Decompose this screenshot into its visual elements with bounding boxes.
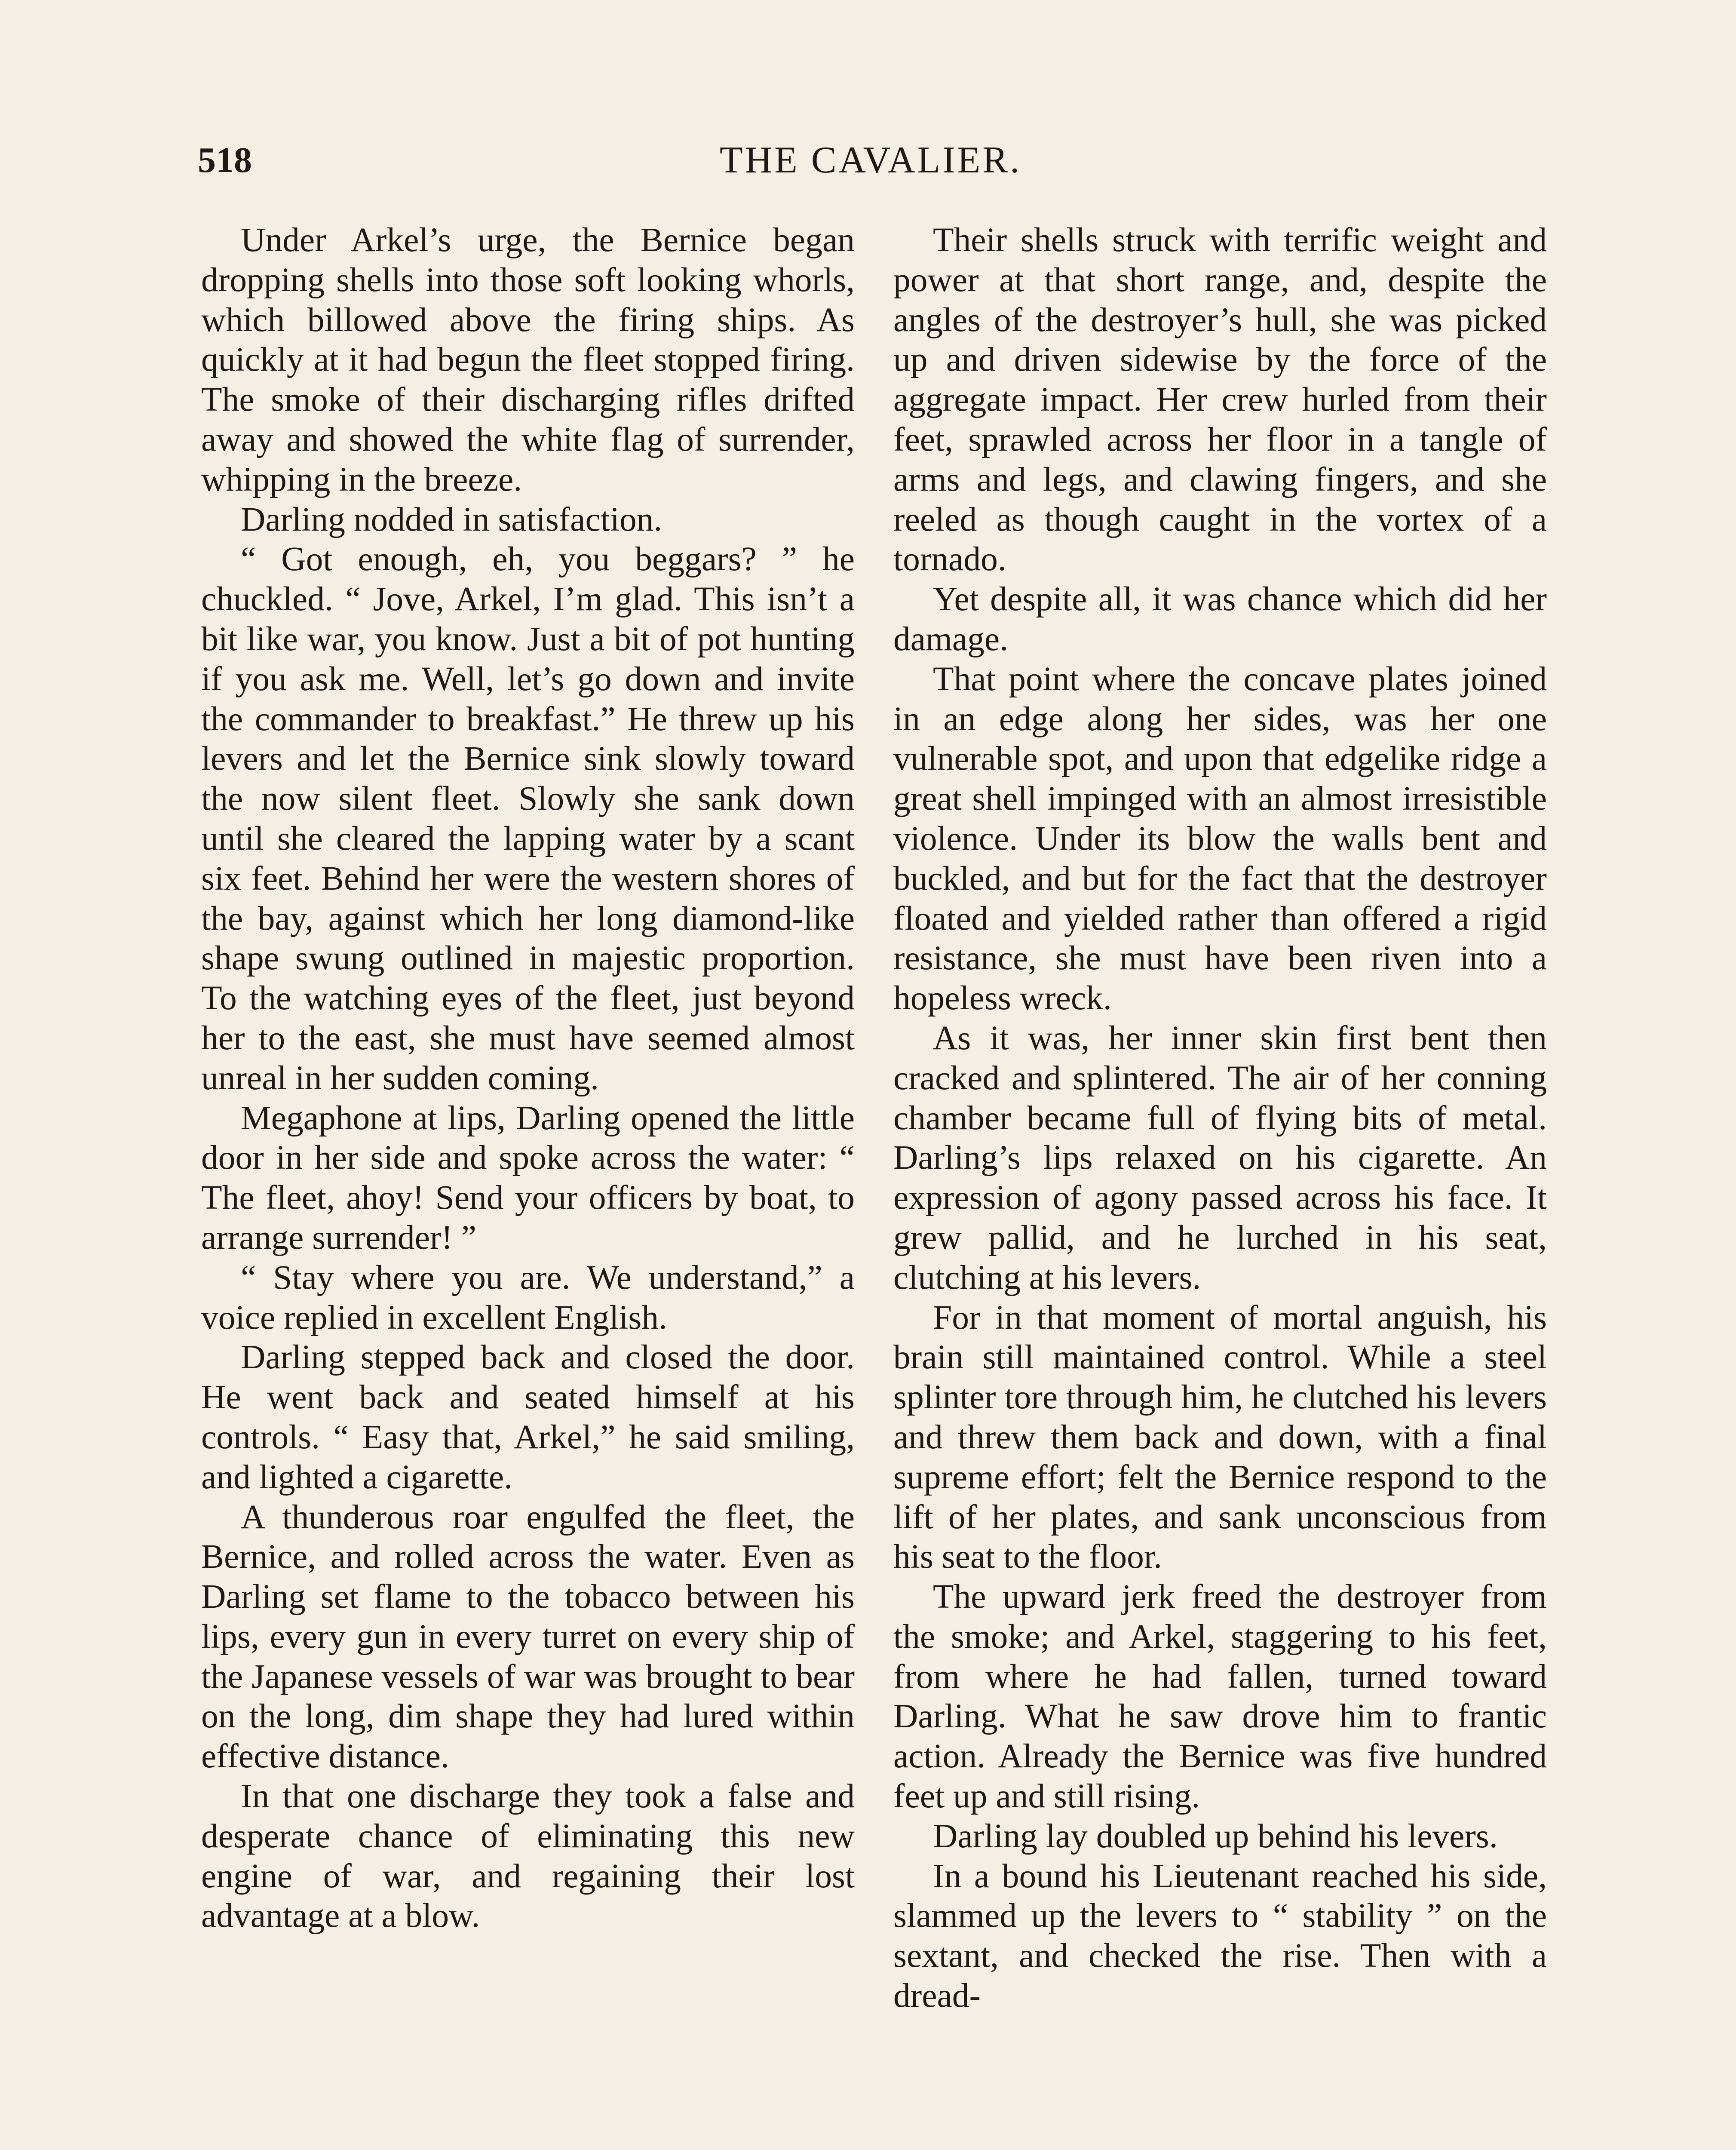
paragraph: Their shells struck with terrific weight and power at that short range, and, despite the angles of the destroyer’s hull, she was picked up and driven sidewise by the force of the aggregate impact. Her crew hurled from their feet, sprawled across her floor in a tangle of arms and legs, and clawing fingers, and she reeled as though caught in the vortex of a tornado. <box>893 221 1547 578</box>
paragraph: As it was, her inner skin first bent then cracked and splintered. The air of her conning chamber became full of flying bits of metal. Darling’s lips relaxed on his cigarette. An expression of agony passed across his face. It grew pallid, and he lurched in his seat, clutching at his levers. <box>893 1019 1547 1296</box>
paragraph: That point where the concave plates joined in an edge along her sides, was her one vulnerable spot, and upon that edgelike ridge a great shell impinged with an almost irresistible violence. Under its blow the walls bent and buckled, and but for the fact that the destroyer floated and yielded rather than offered a rigid resistance, she must have been riven into a hopeless wreck. <box>893 660 1547 1017</box>
paragraph: In that one discharge they took a false and desperate chance of eliminating this new engine of war, and regaining their lost advantage at a blow. <box>201 1777 855 1935</box>
right-column <box>893 220 1547 2016</box>
paragraph: For in that moment of mortal anguish, his brain still maintained control. While a steel splinter tore through him, he clutched his levers and threw them back and down, with a final supreme effort; felt the Bernice respond to the lift of her plates, and sank unconscious from his seat to the floor. <box>893 1298 1547 1576</box>
paragraph: “ Got enough, eh, you beggars? ” he chuckled. “ Jove, Arkel, I’m glad. This isn’t a bit like war, you know. Just a bit of pot hunting if you ask me. Well, let’s go down and invite the commander to breakfast.” He threw up his levers and let the Bernice sink slowly toward the now silent fleet. Slowly she sank down until she cleared the lapping water by a scant six feet. Behind her were the western shores of the bay, against which her long diamond-like shape swung outlined in majestic proportion. To the watching eyes of the fleet, just beyond her to the east, she must have seemed almost unreal in her sudden coming. <box>201 540 855 1097</box>
running-head: THE CAVALIER. <box>719 139 1022 181</box>
paragraph: Under Arkel’s urge, the Bernice began dropping shells into those soft looking whorls, which billowed above the firing ships. As quickly at it had begun the fleet stopped firing. The smoke of their discharging rifles drifted away and showed the white flag of surrender, whipping in the breeze. <box>201 221 855 498</box>
paragraph: Megaphone at lips, Darling opened the little door in her side and spoke across the water: “ The fleet, ahoy! Send your officers by boat, to arrange surrender! ” <box>201 1099 855 1256</box>
paragraph: Darling stepped back and closed the door. He went back and seated himself at his controls. “ Easy that, Arkel,” he said smiling, and lighted a cigarette. <box>201 1338 855 1496</box>
page-number: 518 <box>198 140 252 180</box>
left-column <box>201 220 855 1936</box>
page-header <box>198 137 1543 184</box>
paragraph: Darling nodded in satisfaction. <box>241 500 663 538</box>
paragraph: A thunderous roar engulfed the fleet, the Bernice, and rolled across the water. Even as Darling set flame to the tobacco between his lips, every gun in every turret on every ship of the Japanese vessels of war was brought to bear on the long, dim shape they had lured within effective distance. <box>201 1498 855 1775</box>
paragraph: Darling lay doubled up behind his levers. <box>933 1817 1498 1855</box>
paragraph: “ Stay where you are. We understand,” a voice replied in excellent English. <box>201 1258 855 1336</box>
paragraph: Yet despite all, it was chance which did her damage. <box>893 580 1547 658</box>
paragraph: In a bound his Lieutenant reached his side, slammed up the levers to “ stability ” on the sextant, and checked the rise. Then with a dread- <box>893 1857 1547 2015</box>
paragraph: The upward jerk freed the destroyer from the smoke; and Arkel, staggering to his feet, from where he had fallen, turned toward Darling. What he saw drove him to frantic action. Already the Bernice was five hundred feet up and still rising. <box>893 1578 1547 1815</box>
